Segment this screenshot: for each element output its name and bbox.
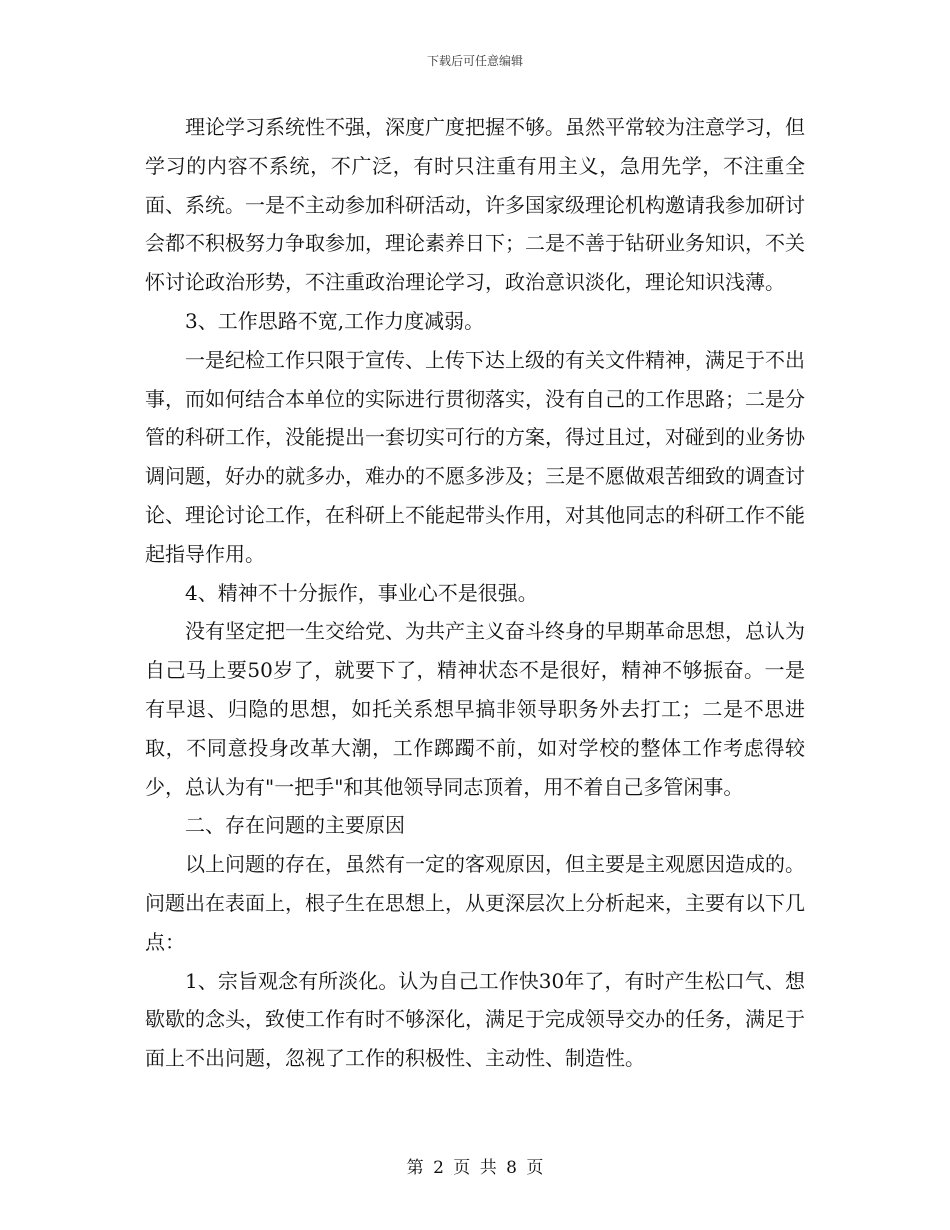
document-body [145,108,805,1078]
page-header: 下载后可任意编辑 [426,54,523,68]
paragraph-work-thinking: 一是纪检工作只限于宣传、上传下达上级的有关文件精神，满足于不出事，而如何结合本单位的实际进行贯彻落实，没有自己的工作思路；二是分管的科研工作，没能提出一套切实可行的方案，得过且过，对碰到的业务协调问题，好办的就多办，难办的不愿多涉及；三是不愿做艰苦细致的调查讨论、理论讨论工作，在科研上不能起带头作用，对其他同志的科研工作不能起指导作用。 [145,347,805,566]
heading-spirit: 4、精神不十分振作，事业心不是很强。 [185,580,538,605]
paragraph-spirit: 没有坚定把一生交给党、为共产主义奋斗终身的早期革命思想，总认为自己马上要50岁了，就要下了，精神状态不是很好，精神不够振奋。一是有早退、归隐的思想，如托关系想早搞非领导职务外去打工；二是不思进取，不同意投身改革大潮，工作踯躅不前，如对学校的整体工作考虑得较少，总认为有"一把手"和其他领导同志顶着，用不着自己多管闲事。 [145,619,805,799]
page-number: 第 2 页 共 8 页 [406,1158,544,1178]
heading-main-causes: 二、存在问题的主要原因 [185,813,405,838]
paragraph-main-causes: 以上问题的存在，虽然有一定的客观原因，但主要是主观愿因造成的。问题出在表面上，根子生在思想上，从更深层次上分析起来，主要有以下几点： [145,852,805,954]
heading-work-thinking: 3、工作思路不宽,工作力度减弱。 [185,308,485,333]
paragraph-theory-study: 理论学习系统性不强，深度广度把握不够。虽然平常较为注意学习，但学习的内容不系统，不广泛，有时只注重有用主义，急用先学，不注重全面、系统。一是不主动参加科研活动，许多国家级理论机构邀请我参加研讨会都不积极努力争取参加，理论素养日下；二是不善于钻研业务知识，不关怀讨论政治形势，不注重政治理论学习，政治意识淡化，理论知识浅薄。 [145,115,805,295]
paragraph-purpose-concept: 1、宗旨观念有所淡化。认为自己工作快30年了，有时产生松口气、想歇歇的念头，致使工作有时不够深化，满足于完成领导交办的任务，满足于面上不出问题，忽视了工作的积极性、主动性、制造性。 [145,968,805,1071]
